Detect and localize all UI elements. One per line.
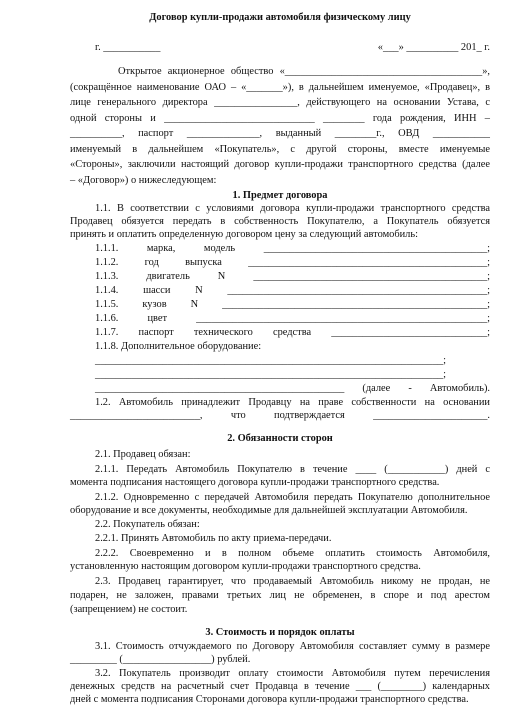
s1-car-year: 1.1.2. год выпуска ______________________________________________; [95,257,490,268]
s2-line: подарен, не заложен, правами третьих лиц не обременен, в споре и под арестом [70,590,490,601]
section-2-heading: 2. Обязанности сторон [227,433,333,444]
intro-line: Открытое акционерное общество «______________________________________», [118,66,490,77]
s1-car-engine: 1.1.3. двигатель N _____________________________________________; [95,271,490,282]
s1-car-make: 1.1.1. марка, модель ___________________________________________; [95,243,490,254]
s2-line: 2.2. Покупатель обязан: [95,519,200,530]
s2-line: 2.1.1. Передать Автомобиль Покупателю в течение ____ (___________) дней с [95,464,490,475]
s1-extra-equipment: 1.1.8. Дополнительное оборудование: [95,341,262,352]
intro-line: именуемый в дальнейшем «Покупатель», с другой стороны, вместе именуемые [70,144,490,155]
s2-line: 2.2.1. Принять Автомобиль по акту приема-передачи. [95,533,332,544]
s1-blank-line: ________________________________________________ (далее - Автомобиль). [95,383,490,394]
s2-line: момента подписания настоящего договора купли-продажи транспортного средства. [70,477,440,488]
s2-line: 2.3. Продавец гарантирует, что продаваемый Автомобиль никому не продан, не [95,576,490,587]
s1-blank-line: ___________________________________________________________________; [95,355,446,366]
s1-line: принять и оплатить определенную договором цену за следующий автомобиль: [70,229,418,240]
s2-line: установленную настоящим договором купли-продажи транспортного средства. [70,561,421,572]
s3-line: _________ (_________________) рублей. [70,654,251,665]
s1-line: 1.1. В соответствии с условиями договора купли-продажи транспортного средства [95,203,490,214]
s1-line: Продавец обязуется передать в собственность Покупателю, а Покупатель обязуется [70,216,490,227]
document-title: Договор купли-продажи автомобиля физическому лицу [149,12,411,23]
s2-line: (запрещением) не состоит. [70,604,188,615]
intro-line: лице генерального директора ________________, действующего на основании Устава, с [70,97,490,108]
s2-line: оборудование и все документы, необходимые для дальнейшей эксплуатации Автомобиля. [70,505,468,516]
city-field: г. ___________ [95,42,161,53]
s2-line: 2.1.2. Одновременно с передачей Автомобиля передать Покупателю дополнительное [95,492,490,503]
s2-line: 2.1. Продавец обязан: [95,449,191,460]
s1-car-body: 1.1.5. кузов N ___________________________________________________; [95,299,490,310]
section-3-heading: 3. Стоимость и порядок оплаты [205,627,355,638]
intro-line: одной стороны и _____________________________ ________ года рождения, ИНН – [70,113,490,124]
intro-line: (сокращённое наименование ОАО – «_______»), в дальнейшем именуемое, «Продавец», в [70,82,490,93]
section-1-heading: 1. Предмет договора [232,190,328,201]
intro-line: «Стороны», заключили настоящий договор купли-продажи транспортного средства (далее [70,159,490,170]
s1-blank-line: ___________________________________________________________________; [95,369,446,380]
s3-line: денежных средств на расчетный счет Продавца в течение ___ (________) календарных [70,681,490,692]
s2-line: 2.2.2. Своевременно и в полном объеме оплатить стоимость Автомобиля, [95,548,490,559]
s1-line: 1.2. Автомобиль принадлежит Продавцу на праве собственности на основании [95,397,490,408]
s1-car-chassis: 1.1.4. шасси N __________________________________________________; [95,285,490,296]
s3-line: 3.1. Стоимость отчуждаемого по Договору Автомобиля составляет сумму в размере [95,641,490,652]
s3-line: дней с момента подписания Сторонами договора купли-продажи транспортного средства. [70,694,469,705]
s3-line: 3.2. Покупатель производит оплату стоимости Автомобиля путем перечисления [95,668,490,679]
s1-car-passport: 1.1.7. паспорт технического средства ______________________________; [95,327,490,338]
s1-car-color: 1.1.6. цвет ________________________________________________________; [95,313,490,324]
intro-line: – «Договор») о нижеследующем: [70,175,217,186]
s1-line: _________________________, что подтверждается ______________________. [70,410,490,421]
date-field: «___» __________ 201_ г. [377,42,490,53]
intro-line: __________, паспорт ______________, выданный ________г., ОВД ___________ [70,128,490,139]
